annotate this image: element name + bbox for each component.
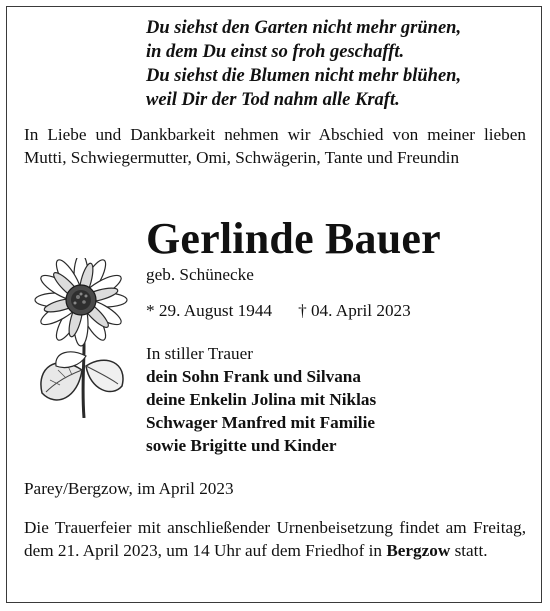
funeral-text-end: statt. (450, 541, 488, 560)
mourner-line: sowie Brigitte und Kinder (146, 436, 337, 455)
life-dates (146, 300, 411, 322)
mourner-line: Schwager Manfred mit Familie (146, 413, 375, 432)
funeral-location: Bergzow (386, 541, 451, 560)
deceased-name: Gerlinde Bauer (146, 214, 441, 263)
mourner-line: dein Sohn Frank und Silvana (146, 367, 361, 386)
poem-line: Du siehst den Garten nicht mehr grünen, (146, 18, 462, 38)
poem-line: in dem Du einst so froh geschafft. (146, 42, 405, 62)
memorial-poem (146, 16, 526, 112)
poem-line: weil Dir der Tod nahm alle Kraft. (146, 90, 400, 110)
birth-date: * 29. August 1944 (146, 301, 273, 320)
sunflower-icon (26, 258, 144, 418)
funeral-text: Die Trauerfeier mit anschließender Urnenbeisetzung findet am Freitag, dem 21. April 2023, um 14 Uhr auf dem Friedhof in (24, 518, 526, 560)
mourners-heading: In stiller Trauer (146, 344, 253, 363)
death-date: † 04. April 2023 (298, 301, 411, 320)
funeral-info (24, 516, 526, 562)
mourner-line: deine Enkelin Jolina mit Niklas (146, 390, 377, 409)
birth-name: geb. Schünecke (146, 265, 254, 284)
intro-text: In Liebe und Dankbarkeit nehmen wir Abschied von meiner lieben Mutti, Schwiegermutter, Omi, Schwägerin, Tante und Freundin (24, 125, 526, 167)
poem-line: Du siehst die Blumen nicht mehr blühen, (146, 66, 462, 86)
place-date: Parey/Bergzow, im April 2023 (24, 479, 234, 498)
mourners-block (146, 342, 376, 457)
